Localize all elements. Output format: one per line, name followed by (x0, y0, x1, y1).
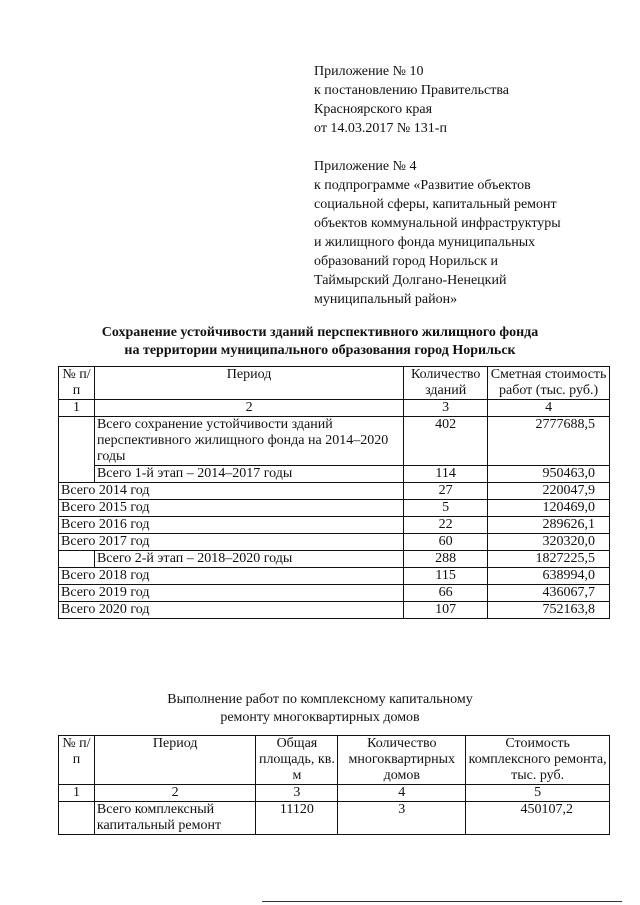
table-header-row (59, 736, 610, 785)
buildings-table (58, 366, 610, 619)
row-label: Всего 2016 год (59, 517, 404, 534)
row-count: 27 (404, 483, 488, 500)
header-period: Период (94, 367, 403, 400)
table1-title-line: Сохранение устойчивости зданий перспективного жилищного фонда (101, 325, 539, 340)
col-number: 5 (466, 785, 610, 802)
table-row (59, 551, 610, 568)
table-row (59, 483, 610, 500)
row-count: 22 (404, 517, 488, 534)
num-cell-empty (59, 802, 95, 835)
header-line: Таймырский Долгано-Ненецкий (314, 273, 507, 288)
table-row (59, 534, 610, 551)
row-count: 66 (404, 585, 488, 602)
header-line: социальной сферы, капитальный ремонт (314, 197, 557, 212)
header-line: Приложение № 4 (314, 159, 417, 174)
table2-title (0, 691, 640, 727)
table-header-row (59, 367, 610, 400)
num-cell-empty (59, 417, 95, 483)
table1-title (0, 324, 640, 360)
row-cost: 950463,0 (488, 466, 610, 483)
repair-table (58, 735, 610, 835)
header-line: к подпрограмме «Развитие объектов (314, 178, 531, 193)
row-area: 11120 (256, 802, 338, 835)
row-count: 107 (404, 602, 488, 619)
table-row (59, 568, 610, 585)
table-row (59, 500, 610, 517)
col-number: 4 (488, 400, 610, 417)
row-label: Всего 2020 год (59, 602, 404, 619)
header-count: Количество многоквартирных домов (338, 736, 466, 785)
scan-edge-line (262, 901, 622, 902)
row-cost: 320320,0 (488, 534, 610, 551)
col-number: 3 (256, 785, 338, 802)
appendix-header (314, 62, 561, 309)
row-cost: 120469,0 (488, 500, 610, 517)
row-label: Всего сохранение устойчивости зданий перспективного жилищного фонда на 2014–2020 годы (94, 417, 403, 466)
header-cost: Сметная стоимость работ (тыс. руб.) (488, 367, 610, 400)
header-gap (314, 138, 561, 157)
header-line: муниципальный район» (314, 292, 458, 307)
row-count: 115 (404, 568, 488, 585)
row-count: 402 (404, 417, 488, 466)
col-number: 4 (338, 785, 466, 802)
row-label: Всего комплексный капитальный ремонт (94, 802, 256, 835)
header-period: Период (94, 736, 256, 785)
row-label: Всего 2015 год (59, 500, 404, 517)
header-num: № п/п (59, 736, 95, 785)
row-cost: 2777688,5 (488, 417, 610, 466)
row-count: 5 (404, 500, 488, 517)
header-line: объектов коммунальной инфраструктуры (314, 216, 561, 231)
row-count: 288 (404, 551, 488, 568)
row-cost: 1827225,5 (488, 551, 610, 568)
col-number: 1 (59, 400, 95, 417)
header-count: Количество зданий (404, 367, 488, 400)
table-row (59, 602, 610, 619)
table-row (59, 417, 610, 466)
row-label: Всего 2017 год (59, 534, 404, 551)
col-number: 2 (94, 400, 403, 417)
table-row (59, 466, 610, 483)
row-label: Всего 2014 год (59, 483, 404, 500)
row-cost: 450107,2 (466, 802, 610, 835)
table2-title-line: Выполнение работ по комплексному капитальному (167, 692, 473, 707)
row-cost: 752163,8 (488, 602, 610, 619)
header-cost: Стоимость комплексного ремонта, тыс. руб. (466, 736, 610, 785)
column-numbers-row (59, 785, 610, 802)
num-cell-empty (59, 551, 95, 568)
row-cost: 638994,0 (488, 568, 610, 585)
col-number: 3 (404, 400, 488, 417)
header-line: и жилищного фонда муниципальных (314, 235, 536, 250)
col-number: 1 (59, 785, 95, 802)
header-num: № п/п (59, 367, 95, 400)
header-line: Красноярского края (314, 102, 433, 117)
table1-title-line: на территории муниципального образования город Норильск (124, 343, 516, 358)
header-line: Приложение № 10 (314, 64, 424, 79)
row-cost: 436067,7 (488, 585, 610, 602)
row-cost: 220047,9 (488, 483, 610, 500)
header-line: от 14.03.2017 № 131-п (314, 121, 447, 136)
row-count: 60 (404, 534, 488, 551)
header-area: Общая площадь, кв. м (256, 736, 338, 785)
table-row (59, 802, 610, 835)
row-count: 114 (404, 466, 488, 483)
row-label: Всего 2019 год (59, 585, 404, 602)
table-row (59, 517, 610, 534)
row-label: Всего 2018 год (59, 568, 404, 585)
col-number: 2 (94, 785, 256, 802)
header-line: образований город Норильск и (314, 254, 498, 269)
row-count: 3 (338, 802, 466, 835)
row-label: Всего 1-й этап – 2014–2017 годы (94, 466, 403, 483)
row-label: Всего 2-й этап – 2018–2020 годы (94, 551, 403, 568)
table-row (59, 585, 610, 602)
header-line: к постановлению Правительства (314, 83, 510, 98)
column-numbers-row (59, 400, 610, 417)
table2-title-line: ремонту многоквартирных домов (220, 710, 420, 725)
row-cost: 289626,1 (488, 517, 610, 534)
